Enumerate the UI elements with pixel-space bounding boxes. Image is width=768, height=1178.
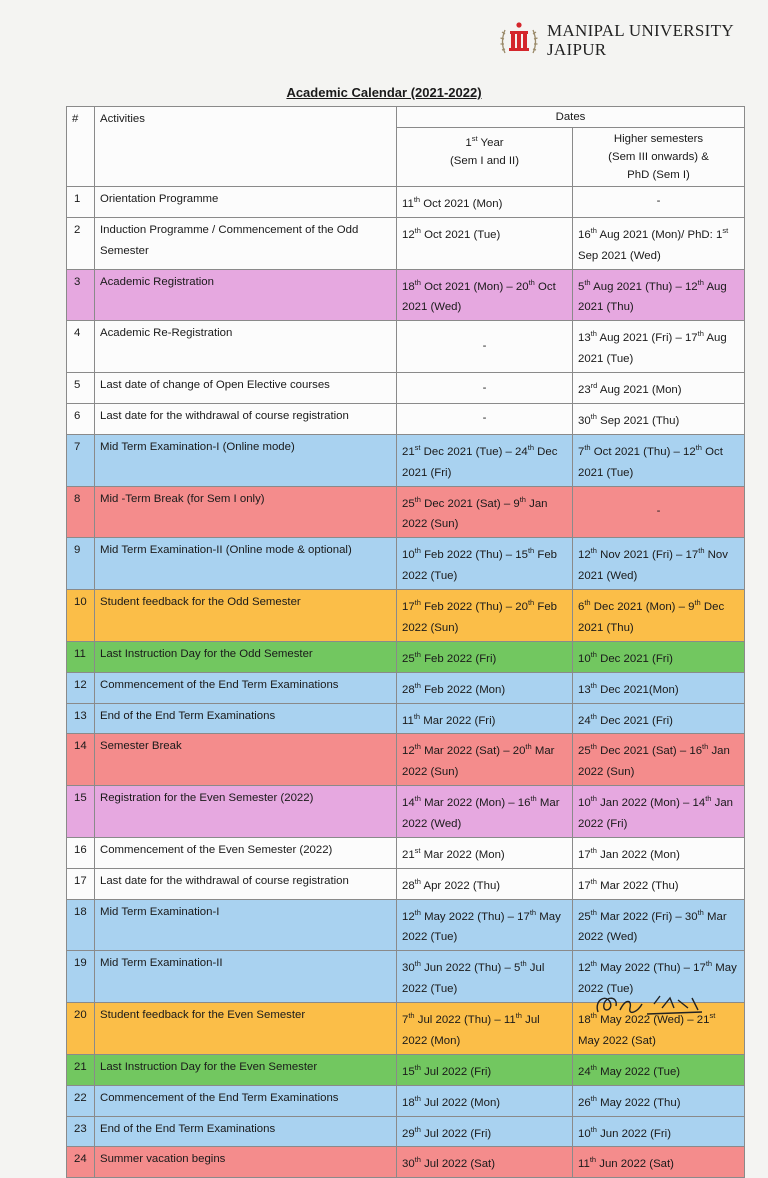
row-activity: Commencement of the Even Semester (2022) [95, 837, 397, 868]
row-higher-sem-date: 24th May 2022 (Tue) [573, 1054, 745, 1085]
row-activity: Semester Break [95, 734, 397, 786]
row-first-year-date: 10th Feb 2022 (Thu) – 15th Feb 2022 (Tue) [397, 538, 573, 590]
row-number: 16 [67, 837, 95, 868]
table-row [67, 1054, 745, 1085]
row-higher-sem-date: 25th Mar 2022 (Fri) – 30th Mar 2022 (Wed) [573, 899, 745, 951]
header-num: # [67, 107, 95, 187]
row-number: 17 [67, 868, 95, 899]
row-number: 15 [67, 786, 95, 838]
row-higher-sem-date: 6th Dec 2021 (Mon) – 9th Dec 2021 (Thu) [573, 590, 745, 642]
row-first-year-date: 11th Oct 2021 (Mon) [397, 187, 573, 218]
row-first-year-date: 18th Jul 2022 (Mon) [397, 1085, 573, 1116]
table-row [67, 672, 745, 703]
row-activity: Mid Term Examination-II [95, 951, 397, 1003]
table-row [67, 786, 745, 838]
row-first-year-date: 21st Mar 2022 (Mon) [397, 837, 573, 868]
row-number: 9 [67, 538, 95, 590]
row-first-year-date: 29th Jul 2022 (Fri) [397, 1116, 573, 1147]
row-number: 21 [67, 1054, 95, 1085]
row-higher-sem-date: 23rd Aug 2021 (Mon) [573, 373, 745, 404]
table-row [67, 269, 745, 321]
row-first-year-date: - [397, 403, 573, 434]
row-higher-sem-date: 10th Jan 2022 (Mon) – 14th Jan 2022 (Fri) [573, 786, 745, 838]
table-row [67, 899, 745, 951]
table-row [67, 1085, 745, 1116]
row-higher-sem-date: 25th Dec 2021 (Sat) – 16th Jan 2022 (Sun) [573, 734, 745, 786]
row-higher-sem-date: 17th Mar 2022 (Thu) [573, 868, 745, 899]
row-activity: Academic Re-Registration [95, 321, 397, 373]
row-activity: Last date for the withdrawal of course registration [95, 868, 397, 899]
row-first-year-date: 12th Mar 2022 (Sat) – 20th Mar 2022 (Sun) [397, 734, 573, 786]
row-higher-sem-date: 5th Aug 2021 (Thu) – 12th Aug 2021 (Thu) [573, 269, 745, 321]
table-row [67, 837, 745, 868]
row-first-year-date: 12th May 2022 (Thu) – 17th May 2022 (Tue) [397, 899, 573, 951]
header-dates: Dates [397, 107, 745, 128]
table-row [67, 734, 745, 786]
row-activity: Commencement of the End Term Examinations [95, 672, 397, 703]
row-activity: End of the End Term Examinations [95, 1116, 397, 1147]
row-activity: Orientation Programme [95, 187, 397, 218]
page-title: Academic Calendar (2021-2022) [286, 85, 482, 100]
row-activity: End of the End Term Examinations [95, 703, 397, 734]
table-row [67, 590, 745, 642]
row-first-year-date: 30th Jul 2022 (Sat) [397, 1147, 573, 1178]
row-higher-sem-date: 10th Jun 2022 (Fri) [573, 1116, 745, 1147]
row-number: 24 [67, 1147, 95, 1178]
row-number: 6 [67, 403, 95, 434]
row-higher-sem-date: 18th May 2022 (Wed) – 21st May 2022 (Sat) [573, 1003, 745, 1055]
row-number: 1 [67, 187, 95, 218]
row-first-year-date: 21st Dec 2021 (Tue) – 24th Dec 2021 (Fri) [397, 434, 573, 486]
table-row [67, 434, 745, 486]
university-emblem-icon [496, 18, 542, 64]
row-activity: Mid Term Examination-II (Online mode & optional) [95, 538, 397, 590]
row-higher-sem-date: 26th May 2022 (Thu) [573, 1085, 745, 1116]
row-number: 5 [67, 373, 95, 404]
table-row [67, 373, 745, 404]
row-number: 11 [67, 641, 95, 672]
row-higher-sem-date: - [573, 187, 745, 218]
table-row [67, 217, 745, 269]
row-higher-sem-date: 16th Aug 2021 (Mon)/ PhD: 1st Sep 2021 (Wed) [573, 217, 745, 269]
row-first-year-date: 28th Feb 2022 (Mon) [397, 672, 573, 703]
table-row [67, 403, 745, 434]
row-number: 4 [67, 321, 95, 373]
row-first-year-date: 15th Jul 2022 (Fri) [397, 1054, 573, 1085]
row-activity: Registration for the Even Semester (2022) [95, 786, 397, 838]
header-first-year: 1st Year (Sem I and II) [397, 128, 573, 187]
university-name-line2: JAIPUR [547, 40, 607, 59]
row-first-year-date: 11th Mar 2022 (Fri) [397, 703, 573, 734]
row-first-year-date: 12th Oct 2021 (Tue) [397, 217, 573, 269]
row-number: 8 [67, 486, 95, 538]
row-higher-sem-date: 30th Sep 2021 (Thu) [573, 403, 745, 434]
row-higher-sem-date: 12th Nov 2021 (Fri) – 17th Nov 2021 (Wed) [573, 538, 745, 590]
row-activity: Last date of change of Open Elective courses [95, 373, 397, 404]
row-first-year-date: 30th Jun 2022 (Thu) – 5th Jul 2022 (Tue) [397, 951, 573, 1003]
header-higher-semesters: Higher semesters (Sem III onwards) & PhD (Sem I) [573, 128, 745, 187]
row-first-year-date: 17th Feb 2022 (Thu) – 20th Feb 2022 (Sun) [397, 590, 573, 642]
row-number: 14 [67, 734, 95, 786]
row-activity: Last Instruction Day for the Odd Semester [95, 641, 397, 672]
row-number: 2 [67, 217, 95, 269]
row-first-year-date: 7th Jul 2022 (Thu) – 11th Jul 2022 (Mon) [397, 1003, 573, 1055]
row-activity: Academic Registration [95, 269, 397, 321]
row-number: 7 [67, 434, 95, 486]
row-activity: Mid -Term Break (for Sem I only) [95, 486, 397, 538]
row-first-year-date: 25th Dec 2021 (Sat) – 9th Jan 2022 (Sun) [397, 486, 573, 538]
row-higher-sem-date: 12th May 2022 (Thu) – 17th May 2022 (Tue) [573, 951, 745, 1003]
row-first-year-date: 28th Apr 2022 (Thu) [397, 868, 573, 899]
row-higher-sem-date: 17th Jan 2022 (Mon) [573, 837, 745, 868]
row-first-year-date: - [397, 321, 573, 373]
row-number: 12 [67, 672, 95, 703]
table-row [67, 486, 745, 538]
row-first-year-date: 14th Mar 2022 (Mon) – 16th Mar 2022 (Wed) [397, 786, 573, 838]
table-row [67, 1116, 745, 1147]
row-first-year-date: 25th Feb 2022 (Fri) [397, 641, 573, 672]
university-logo [496, 18, 756, 66]
row-activity: Last Instruction Day for the Even Semester [95, 1054, 397, 1085]
table-row [67, 538, 745, 590]
row-activity: Induction Programme / Commencement of the Odd Semester [95, 217, 397, 269]
table-row [67, 187, 745, 218]
row-activity: Last date for the withdrawal of course registration [95, 403, 397, 434]
row-higher-sem-date: 13th Aug 2021 (Fri) – 17th Aug 2021 (Tue) [573, 321, 745, 373]
university-name-line1: MANIPAL UNIVERSITY [547, 21, 734, 40]
row-higher-sem-date: 10th Dec 2021 (Fri) [573, 641, 745, 672]
table-row [67, 1147, 745, 1178]
table-row [67, 321, 745, 373]
calendar-rows [67, 187, 745, 1178]
row-first-year-date: 18th Oct 2021 (Mon) – 20th Oct 2021 (Wed) [397, 269, 573, 321]
row-number: 10 [67, 590, 95, 642]
handwritten-signature-icon [592, 990, 722, 1020]
table-row [67, 868, 745, 899]
row-activity: Summer vacation begins [95, 1147, 397, 1178]
university-name [547, 21, 734, 59]
row-number: 23 [67, 1116, 95, 1147]
table-row [67, 703, 745, 734]
header-activities: Activities [95, 107, 397, 187]
table-row [67, 641, 745, 672]
row-first-year-date: - [397, 373, 573, 404]
row-activity: Mid Term Examination-I (Online mode) [95, 434, 397, 486]
row-higher-sem-date: 24th Dec 2021 (Fri) [573, 703, 745, 734]
row-number: 18 [67, 899, 95, 951]
row-number: 20 [67, 1003, 95, 1055]
row-higher-sem-date: 11th Jun 2022 (Sat) [573, 1147, 745, 1178]
row-number: 19 [67, 951, 95, 1003]
row-higher-sem-date: 13th Dec 2021(Mon) [573, 672, 745, 703]
row-activity: Commencement of the End Term Examinations [95, 1085, 397, 1116]
row-number: 3 [67, 269, 95, 321]
row-activity: Student feedback for the Even Semester [95, 1003, 397, 1055]
row-number: 22 [67, 1085, 95, 1116]
row-higher-sem-date: 7th Oct 2021 (Thu) – 12th Oct 2021 (Tue) [573, 434, 745, 486]
row-activity: Student feedback for the Odd Semester [95, 590, 397, 642]
row-activity: Mid Term Examination-I [95, 899, 397, 951]
row-higher-sem-date: - [573, 486, 745, 538]
row-number: 13 [67, 703, 95, 734]
